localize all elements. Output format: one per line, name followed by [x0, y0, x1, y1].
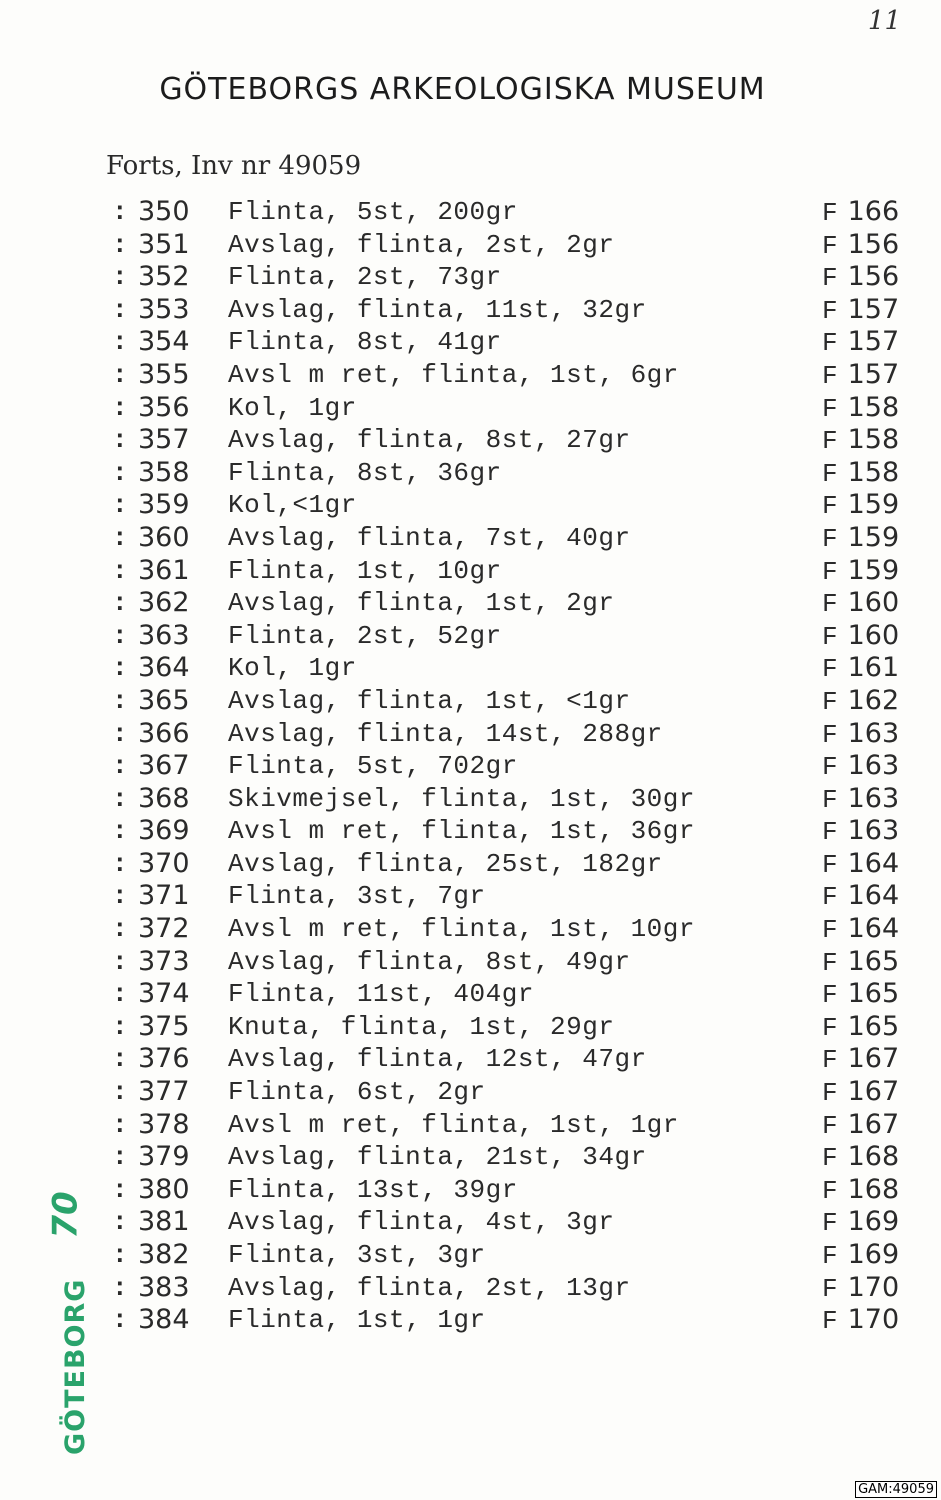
list-item — [0, 652, 941, 685]
row-colon: : — [112, 522, 128, 553]
goteborg-stamp — [30, 1191, 91, 1455]
item-description: Flinta, 3st, 7gr — [228, 881, 486, 912]
item-number: 363 — [138, 619, 190, 651]
item-number: 356 — [138, 391, 190, 423]
find-prefix: F — [822, 654, 838, 685]
find-number: 164 — [847, 880, 900, 912]
item-number: 383 — [138, 1271, 190, 1303]
item-description: Avslag, flinta, 25st, 182gr — [228, 848, 663, 879]
find-code — [822, 620, 899, 654]
row-colon: : — [112, 1305, 128, 1336]
find-code — [822, 424, 899, 458]
stamp-year: 70 — [45, 1191, 86, 1239]
find-code — [822, 815, 899, 849]
row-colon: : — [112, 620, 128, 651]
find-prefix: F — [822, 556, 838, 587]
row-colon: : — [112, 262, 128, 293]
item-number: 369 — [138, 815, 190, 847]
list-item — [0, 718, 941, 751]
list-item — [0, 359, 941, 392]
find-number: 167 — [847, 1108, 900, 1140]
list-item — [0, 1076, 941, 1109]
find-number: 167 — [847, 1076, 900, 1108]
find-code — [822, 1076, 899, 1110]
find-number: 160 — [847, 587, 900, 619]
find-code — [822, 913, 899, 947]
list-item — [0, 1109, 941, 1142]
find-number: 170 — [847, 1271, 900, 1303]
find-prefix: F — [822, 1208, 838, 1239]
item-description: Avslag, flinta, 2st, 13gr — [228, 1272, 631, 1303]
find-prefix: F — [822, 1143, 838, 1174]
find-code — [822, 946, 899, 980]
row-colon: : — [112, 197, 128, 227]
find-prefix: F — [822, 947, 838, 978]
find-code — [822, 587, 899, 621]
list-item — [0, 489, 941, 522]
find-number: 163 — [847, 717, 900, 749]
find-code — [822, 685, 899, 719]
catalog-reference: GAM:49059 — [855, 1481, 937, 1498]
item-number: 361 — [138, 554, 190, 586]
find-prefix: F — [822, 1273, 838, 1304]
find-number: 160 — [847, 619, 900, 651]
find-number: 159 — [847, 521, 900, 553]
inventory-subtitle: Forts, Inv nr 49059 — [106, 151, 362, 181]
list-item — [0, 522, 941, 555]
item-number: 364 — [138, 652, 190, 684]
item-number: 378 — [138, 1108, 190, 1140]
find-number: 165 — [847, 978, 900, 1010]
find-code — [822, 457, 899, 491]
find-code — [822, 392, 899, 426]
list-item — [0, 946, 941, 979]
item-description: Flinta, 3st, 3gr — [228, 1240, 486, 1270]
find-code — [822, 1043, 899, 1077]
row-colon: : — [112, 359, 128, 390]
row-colon: : — [112, 425, 128, 456]
find-prefix: F — [822, 719, 838, 750]
find-prefix: F — [822, 1012, 838, 1043]
museum-title: GÖTEBORGS ARKEOLOGISKA MUSEUM — [159, 72, 766, 107]
find-code — [822, 489, 899, 523]
find-code — [822, 294, 899, 328]
item-number: 355 — [138, 358, 190, 390]
list-item — [0, 783, 941, 816]
find-code — [822, 1174, 899, 1208]
row-colon: : — [112, 294, 128, 325]
find-prefix: F — [822, 393, 838, 424]
list-item — [0, 978, 941, 1011]
find-prefix: F — [822, 328, 838, 359]
find-prefix: F — [822, 1110, 838, 1141]
find-prefix: F — [822, 230, 838, 261]
list-item — [0, 880, 941, 913]
list-item — [0, 1011, 941, 1044]
find-code — [822, 1272, 899, 1306]
item-description: Avslag, flinta, 1st, <1gr — [228, 685, 631, 716]
find-number: 169 — [847, 1206, 900, 1238]
row-colon: : — [112, 946, 128, 977]
find-code — [822, 326, 899, 360]
find-number: 159 — [847, 554, 900, 586]
item-description: Skivmejsel, flinta, 1st, 30gr — [228, 783, 695, 814]
list-item — [0, 685, 941, 718]
find-prefix: F — [822, 1306, 838, 1337]
find-prefix: F — [822, 491, 838, 522]
find-prefix: F — [822, 882, 838, 913]
item-description: Kol, 1gr — [228, 392, 357, 423]
list-item — [0, 392, 941, 425]
find-number: 158 — [847, 391, 900, 423]
find-number: 163 — [847, 815, 900, 847]
item-description: Flinta, 5st, 702gr — [228, 751, 518, 782]
item-description: Flinta, 2st, 52gr — [228, 620, 502, 651]
item-number: 366 — [138, 717, 190, 749]
find-number: 163 — [847, 782, 900, 814]
find-number: 169 — [847, 1239, 900, 1270]
find-code — [822, 1239, 899, 1273]
row-colon: : — [112, 1240, 128, 1270]
find-number: 157 — [847, 293, 900, 325]
find-prefix: F — [822, 1175, 838, 1206]
item-description: Avslag, flinta, 12st, 47gr — [228, 1044, 647, 1075]
list-item — [0, 1141, 941, 1174]
find-number: 166 — [847, 196, 900, 227]
stamp-text: GÖTEBORG — [60, 1278, 91, 1455]
item-description: Flinta, 1st, 10gr — [228, 555, 502, 586]
item-number: 358 — [138, 456, 190, 488]
find-number: 156 — [847, 228, 900, 260]
item-description: Avsl m ret, flinta, 1st, 10gr — [228, 914, 695, 945]
find-code — [822, 555, 899, 589]
find-prefix: F — [822, 523, 838, 554]
item-description: Avslag, flinta, 11st, 32gr — [228, 294, 647, 325]
find-code — [822, 359, 899, 393]
item-number: 354 — [138, 326, 190, 358]
find-prefix: F — [822, 360, 838, 391]
find-prefix: F — [822, 752, 838, 783]
find-number: 164 — [847, 847, 900, 879]
item-description: Kol,<1gr — [228, 490, 357, 521]
find-code — [822, 1011, 899, 1045]
item-description: Avslag, flinta, 8st, 27gr — [228, 425, 631, 456]
inventory-list — [0, 196, 941, 1337]
find-code — [822, 783, 899, 817]
item-description: Flinta, 13st, 39gr — [228, 1174, 518, 1205]
corner-mark: 11 — [867, 6, 901, 36]
item-number: 373 — [138, 945, 190, 977]
item-number: 370 — [138, 847, 190, 879]
row-colon: : — [112, 653, 128, 684]
row-colon: : — [112, 1207, 128, 1238]
row-colon: : — [112, 555, 128, 586]
find-number: 163 — [847, 750, 900, 782]
list-item — [0, 555, 941, 588]
row-colon: : — [112, 1272, 128, 1303]
row-colon: : — [112, 751, 128, 782]
item-description: Flinta, 8st, 36gr — [228, 457, 502, 488]
row-colon: : — [112, 327, 128, 358]
list-item — [0, 196, 941, 229]
row-colon: : — [112, 490, 128, 521]
item-number: 381 — [138, 1206, 190, 1238]
find-number: 158 — [847, 424, 900, 456]
item-description: Flinta, 6st, 2gr — [228, 1077, 486, 1108]
list-item — [0, 815, 941, 848]
item-number: 372 — [138, 913, 190, 945]
find-number: 157 — [847, 326, 900, 358]
item-number: 350 — [138, 196, 190, 227]
item-number: 362 — [138, 587, 190, 619]
list-item — [0, 587, 941, 620]
find-code — [822, 522, 899, 556]
find-number: 162 — [847, 684, 900, 716]
item-number: 365 — [138, 684, 190, 716]
list-item — [0, 620, 941, 653]
item-description: Avslag, flinta, 7st, 40gr — [228, 522, 631, 553]
item-number: 379 — [138, 1141, 190, 1173]
item-number: 377 — [138, 1076, 190, 1108]
find-code — [822, 1206, 899, 1240]
item-number: 380 — [138, 1173, 190, 1205]
item-number: 357 — [138, 424, 190, 456]
row-colon: : — [112, 392, 128, 423]
row-colon: : — [112, 457, 128, 488]
row-colon: : — [112, 914, 128, 945]
item-description: Avslag, flinta, 1st, 2gr — [228, 588, 615, 619]
find-code — [822, 196, 899, 230]
list-item — [0, 1174, 941, 1207]
row-colon: : — [112, 1142, 128, 1173]
find-code — [822, 1109, 899, 1143]
item-number: 382 — [138, 1239, 190, 1270]
find-code — [822, 978, 899, 1012]
find-number: 167 — [847, 1043, 900, 1075]
row-colon: : — [112, 881, 128, 912]
find-code — [822, 750, 899, 784]
list-item — [0, 750, 941, 783]
find-code — [822, 718, 899, 752]
find-number: 156 — [847, 261, 900, 293]
list-item — [0, 424, 941, 457]
row-colon: : — [112, 1044, 128, 1075]
row-colon: : — [112, 848, 128, 879]
item-description: Flinta, 5st, 200gr — [228, 197, 518, 227]
item-number: 352 — [138, 261, 190, 293]
find-code — [822, 261, 899, 295]
find-prefix: F — [822, 263, 838, 294]
item-number: 384 — [138, 1304, 190, 1336]
find-prefix: F — [822, 1045, 838, 1076]
find-prefix: F — [822, 1241, 838, 1271]
list-item — [0, 913, 941, 946]
find-prefix: F — [822, 817, 838, 848]
find-code — [822, 1141, 899, 1175]
list-item — [0, 1304, 941, 1337]
list-item — [0, 1239, 941, 1272]
item-number: 353 — [138, 293, 190, 325]
row-colon: : — [112, 588, 128, 619]
find-number: 168 — [847, 1173, 900, 1205]
find-number: 165 — [847, 945, 900, 977]
row-colon: : — [112, 1011, 128, 1042]
list-item — [0, 457, 941, 490]
item-description: Knuta, flinta, 1st, 29gr — [228, 1011, 615, 1042]
find-number: 170 — [847, 1304, 900, 1336]
item-number: 359 — [138, 489, 190, 521]
find-number: 165 — [847, 1010, 900, 1042]
list-item — [0, 326, 941, 359]
item-number: 371 — [138, 880, 190, 912]
item-description: Avsl m ret, flinta, 1st, 36gr — [228, 816, 695, 847]
list-item — [0, 229, 941, 262]
find-prefix: F — [822, 295, 838, 326]
item-description: Avsl m ret, flinta, 1st, 1gr — [228, 1109, 679, 1140]
find-code — [822, 229, 899, 263]
find-prefix: F — [822, 589, 838, 620]
list-item — [0, 1206, 941, 1239]
find-number: 164 — [847, 913, 900, 945]
item-description: Avsl m ret, flinta, 1st, 6gr — [228, 359, 679, 390]
find-code — [822, 848, 899, 882]
item-number: 368 — [138, 782, 190, 814]
find-code — [822, 1304, 899, 1338]
list-item — [0, 294, 941, 327]
row-colon: : — [112, 783, 128, 814]
find-code — [822, 880, 899, 914]
find-prefix: F — [822, 621, 838, 652]
find-prefix: F — [822, 980, 838, 1011]
list-item — [0, 1272, 941, 1305]
item-description: Avslag, flinta, 14st, 288gr — [228, 718, 663, 749]
item-description: Kol, 1gr — [228, 653, 357, 684]
item-description: Avslag, flinta, 21st, 34gr — [228, 1142, 647, 1173]
item-number: 360 — [138, 521, 190, 553]
item-description: Flinta, 8st, 41gr — [228, 327, 502, 358]
item-number: 374 — [138, 978, 190, 1010]
item-number: 351 — [138, 228, 190, 260]
find-prefix: F — [822, 849, 838, 880]
find-prefix: F — [822, 686, 838, 717]
row-colon: : — [112, 979, 128, 1010]
item-description: Avslag, flinta, 8st, 49gr — [228, 946, 631, 977]
row-colon: : — [112, 816, 128, 847]
row-colon: : — [112, 229, 128, 260]
item-number: 367 — [138, 750, 190, 782]
list-item — [0, 261, 941, 294]
item-number: 376 — [138, 1043, 190, 1075]
row-colon: : — [112, 718, 128, 749]
find-number: 168 — [847, 1141, 900, 1173]
item-number: 375 — [138, 1010, 190, 1042]
find-code — [822, 652, 899, 686]
item-description: Avslag, flinta, 2st, 2gr — [228, 229, 615, 260]
list-item — [0, 1043, 941, 1076]
find-number: 157 — [847, 358, 900, 390]
find-number: 159 — [847, 489, 900, 521]
find-prefix: F — [822, 915, 838, 946]
find-prefix: F — [822, 426, 838, 457]
find-prefix: F — [822, 1078, 838, 1109]
find-prefix: F — [822, 198, 838, 228]
list-item — [0, 848, 941, 881]
find-prefix: F — [822, 784, 838, 815]
row-colon: : — [112, 1109, 128, 1140]
item-description: Avslag, flinta, 4st, 3gr — [228, 1207, 615, 1238]
find-number: 158 — [847, 456, 900, 488]
item-description: Flinta, 2st, 73gr — [228, 262, 502, 293]
find-number: 161 — [847, 652, 900, 684]
row-colon: : — [112, 1077, 128, 1108]
item-description: Flinta, 1st, 1gr — [228, 1305, 486, 1336]
find-prefix: F — [822, 458, 838, 489]
item-description: Flinta, 11st, 404gr — [228, 979, 534, 1010]
row-colon: : — [112, 685, 128, 716]
row-colon: : — [112, 1174, 128, 1205]
